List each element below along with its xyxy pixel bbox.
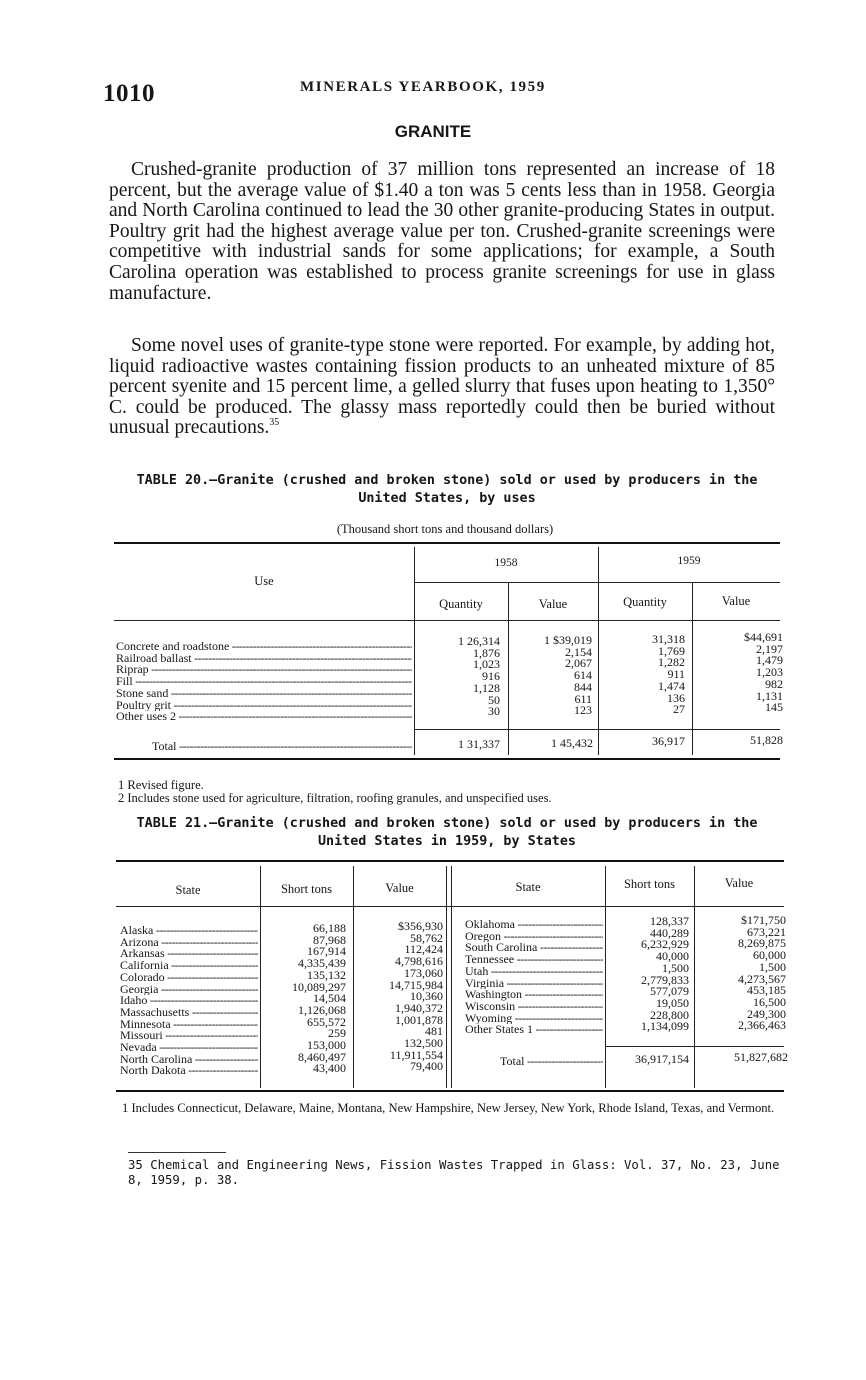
table-row-label: Arkansas ----- xyxy=(120,948,258,960)
table-cell: 1,500 xyxy=(759,959,786,974)
table-cell: 8,460,497 xyxy=(298,1049,346,1064)
table20-header-1959: 1959 xyxy=(677,555,701,567)
table20-total-quantity-1958: 1 31,337 xyxy=(458,737,500,751)
table21-total-tons: 36,917,154 xyxy=(635,1052,689,1066)
table-cell: 1,023 xyxy=(473,657,500,672)
footnote-ref: 35 xyxy=(269,417,280,429)
table-row-label: Oklahoma ----- xyxy=(465,919,603,931)
table20-quantity-1959-column xyxy=(604,634,685,716)
table-cell: 1,203 xyxy=(756,665,783,680)
table-row-label: Fill ----- xyxy=(116,676,412,688)
table20-caption: TABLE 20.—Granite (crushed and broken stone) sold or used by producers in the United States, by uses xyxy=(136,473,758,506)
table21-header-tons-right: Short tons xyxy=(623,877,676,891)
table21-right-states xyxy=(465,919,603,1036)
table21-caption: TABLE 21.—Granite (crushed and broken stone) sold or used by producers in the United States in 1959, by States xyxy=(136,816,758,849)
table-cell: 79,400 xyxy=(410,1059,443,1074)
table-cell: 1 26,314 xyxy=(458,634,500,648)
table-cell: 611 xyxy=(574,691,592,706)
footnote: 1 Revised figure. xyxy=(118,778,204,792)
table21-right-values xyxy=(698,915,786,1032)
table-cell: 1,500 xyxy=(662,960,689,975)
table-cell: 4,798,616 xyxy=(395,954,443,969)
table-cell: 50 xyxy=(488,692,500,707)
table-row-label: Alaska ----- xyxy=(120,925,258,937)
table-row-label: California ----- xyxy=(120,960,258,972)
table-cell: 2,779,833 xyxy=(641,972,689,987)
table21-total-value: 51,827,682 xyxy=(734,1050,788,1064)
paragraph-1: Crushed-granite production of 37 million tons represented an increase of 18 percent, but the average value of $1.40 a ton was 5 cents less than in 1958. Georgia and North Carolina continued to lead the 30 other granite-producing States in output. Poultry grit had the highest average value per ton. Crushed-granite screenings were competitive with industrial sands for some applications; for example, a South Carolina operation was established to process granite screenings for use in glass manufacture. xyxy=(109,159,775,304)
table-cell: 577,079 xyxy=(650,984,689,999)
table-cell: 167,914 xyxy=(307,944,346,959)
table-cell: 1,940,372 xyxy=(395,1000,443,1015)
table-cell: $356,930 xyxy=(398,919,443,933)
table-row-label: Massachusetts ----- xyxy=(120,1007,258,1019)
table-cell: 10,360 xyxy=(410,989,443,1004)
table-row-label: Other States 1 ----- xyxy=(465,1024,603,1036)
table-row-label: Other uses 2 ----- xyxy=(116,711,412,723)
table20-header-use: Use xyxy=(254,574,274,588)
table-cell: 14,504 xyxy=(313,991,346,1006)
table-cell: 87,968 xyxy=(313,932,346,947)
table-row-label: Wisconsin ----- xyxy=(465,1001,603,1013)
table-cell: 1,001,878 xyxy=(395,1012,443,1027)
table-row-label: North Dakota ----- xyxy=(120,1065,258,1077)
table-cell: 19,050 xyxy=(656,995,689,1010)
table21-total-label: Total ----- xyxy=(500,1056,603,1068)
table20-value-1958-column xyxy=(512,635,592,717)
table-cell: 844 xyxy=(574,679,592,694)
table-cell: 1 $39,019 xyxy=(544,633,592,647)
table20-total-value-1959: 51,828 xyxy=(750,733,783,747)
table-row-label: Concrete and roadstone ----- xyxy=(116,641,412,653)
table21-header-state-right: State xyxy=(515,880,541,894)
table-row-label: Tennessee ----- xyxy=(465,954,603,966)
table-cell: 1,479 xyxy=(756,653,783,668)
table-cell: 8,269,875 xyxy=(738,936,786,951)
table21-left-values xyxy=(355,921,443,1073)
table-cell: 27 xyxy=(673,702,685,717)
table-cell: 2,197 xyxy=(756,641,783,656)
table-cell: 60,000 xyxy=(753,948,786,963)
table-cell: 1,126,068 xyxy=(298,1002,346,1017)
table-cell: 173,060 xyxy=(404,965,443,980)
table-cell: 673,221 xyxy=(747,924,786,939)
table21-header-tons-left: Short tons xyxy=(280,882,333,896)
table21-right-tons xyxy=(607,916,689,1033)
table-row-label: Riprap ----- xyxy=(116,664,412,676)
table20-total-quantity-1959: 36,917 xyxy=(652,734,685,748)
table-cell: 1,131 xyxy=(756,688,783,703)
table-cell: $171,750 xyxy=(741,913,786,927)
table-row-label: Washington ----- xyxy=(465,989,603,1001)
table-cell: 58,762 xyxy=(410,930,443,945)
table21-header-state-left: State xyxy=(175,883,201,897)
table-cell: 6,232,929 xyxy=(641,937,689,952)
table-row-label: Colorado ----- xyxy=(120,972,258,984)
table-cell: 249,300 xyxy=(747,1006,786,1021)
table-cell: 1,128 xyxy=(473,680,500,695)
table20-total-value-1958: 1 45,432 xyxy=(551,736,593,750)
table-cell: 43,400 xyxy=(313,1061,346,1076)
table-cell: 916 xyxy=(482,669,500,684)
table-cell: 453,185 xyxy=(747,983,786,998)
table-cell: 66,188 xyxy=(313,921,346,935)
table-cell: 136 xyxy=(667,690,685,705)
table-cell: 30 xyxy=(488,704,500,719)
table-cell: 145 xyxy=(765,700,783,715)
table-cell: 440,289 xyxy=(650,925,689,940)
table-cell: 1,474 xyxy=(658,678,685,693)
table-cell: 911 xyxy=(667,667,685,682)
table-cell: 2,067 xyxy=(565,656,592,671)
table-row-label: Nevada ----- xyxy=(120,1042,258,1054)
table-cell: 4,273,567 xyxy=(738,971,786,986)
table20-quantity-1958-column xyxy=(420,636,500,718)
running-head: MINERALS YEARBOOK, 1959 xyxy=(300,79,546,95)
table20-header-value-1959: Value xyxy=(721,594,751,608)
table-cell: 31,318 xyxy=(652,632,685,646)
table20-header-1958: 1958 xyxy=(494,557,518,569)
table20-value-1959-column xyxy=(700,632,783,714)
table20-footnotes xyxy=(118,779,778,805)
table-cell: 4,335,439 xyxy=(298,956,346,971)
table-cell: 228,800 xyxy=(650,1007,689,1022)
table21-left-states xyxy=(120,925,258,1077)
table21-left-tons xyxy=(262,923,346,1075)
table-cell: 40,000 xyxy=(656,949,689,964)
table-row-label: Minnesota ----- xyxy=(120,1019,258,1031)
footnote: 2 Includes stone used for agriculture, filtration, roofing granules, and unspecified uses. xyxy=(118,791,552,805)
table-row-label: Utah ----- xyxy=(465,966,603,978)
table21-header-value-right: Value xyxy=(724,876,754,890)
table-cell: 2,154 xyxy=(565,644,592,659)
section-title: GRANITE xyxy=(394,122,472,141)
table20-total-label: Total ----- xyxy=(152,741,412,753)
page-number: 1010 xyxy=(103,80,155,107)
table-row-label: Stone sand ----- xyxy=(116,688,412,700)
table-cell: 1,769 xyxy=(658,643,685,658)
table-cell: 14,715,984 xyxy=(389,977,443,992)
footnote-divider xyxy=(128,1152,226,1153)
table-row-label: Georgia ----- xyxy=(120,984,258,996)
table-cell: 112,424 xyxy=(404,942,443,957)
table-cell: 11,911,554 xyxy=(389,1047,443,1062)
table-cell: 1,876 xyxy=(473,645,500,660)
table-cell: 128,337 xyxy=(650,914,689,928)
table20-header-quantity-1959: Quantity xyxy=(623,595,667,609)
table-row-label: Idaho ----- xyxy=(120,995,258,1007)
table-row-label: Wyoming ----- xyxy=(465,1013,603,1025)
table20-use-column xyxy=(116,641,412,723)
table-cell: 10,089,297 xyxy=(292,979,346,994)
table-cell: 614 xyxy=(574,668,592,683)
table-cell: 123 xyxy=(574,703,592,718)
table-cell: 1,282 xyxy=(658,655,685,670)
table-row-label: Poultry grit ----- xyxy=(116,700,412,712)
table-cell: 16,500 xyxy=(753,994,786,1009)
table-cell: 1,134,099 xyxy=(641,1019,689,1034)
page-footnote: 35 Chemical and Engineering News, Fission Wastes Trapped in Glass: Vol. 37, No. 23, June 8, 1959, p. 38. xyxy=(128,1158,780,1187)
table-cell: 982 xyxy=(765,676,783,691)
table20-header-quantity-1958: Quantity xyxy=(439,597,483,611)
table-row-label: Virginia ----- xyxy=(465,978,603,990)
table20-header-value-1958: Value xyxy=(538,597,568,611)
table-cell: $44,691 xyxy=(744,630,783,644)
table-row-label: Oregon ----- xyxy=(465,931,603,943)
table-cell: 481 xyxy=(425,1024,443,1039)
table-cell: 259 xyxy=(328,1026,346,1041)
table21-header-value-left: Value xyxy=(385,881,414,895)
table-row-label: South Carolina ----- xyxy=(465,942,603,954)
table-cell: 655,572 xyxy=(307,1014,346,1029)
table-row-label: North Carolina ----- xyxy=(120,1054,258,1066)
table-row-label: Missouri ----- xyxy=(120,1030,258,1042)
table21-footnote: 1 Includes Connecticut, Delaware, Maine, Montana, New Hampshire, New Jersey, New York, Rhode Island, Texas, and Vermont. xyxy=(122,1101,775,1115)
table-cell: 2,366,463 xyxy=(738,1018,786,1033)
table-cell: 135,132 xyxy=(307,967,346,982)
table-cell: 132,500 xyxy=(404,1036,443,1051)
paragraph-2: Some novel uses of granite-type stone were reported. For example, by adding hot, liquid radioactive wastes containing fission products to an unheated mixture of 85 percent syenite and 15 percent lime, a gelled slurry that fuses upon heating to 1,350° C. could be produced. The glassy mass reportedly could then be buried without unusual precautions.$^{35}$ xyxy=(109,335,775,439)
table-cell: 153,000 xyxy=(307,1038,346,1053)
table20-units: (Thousand short tons and thousand dollars) xyxy=(336,522,554,536)
table-row-label: Arizona ----- xyxy=(120,937,258,949)
table-row-label: Railroad ballast ----- xyxy=(116,653,412,665)
